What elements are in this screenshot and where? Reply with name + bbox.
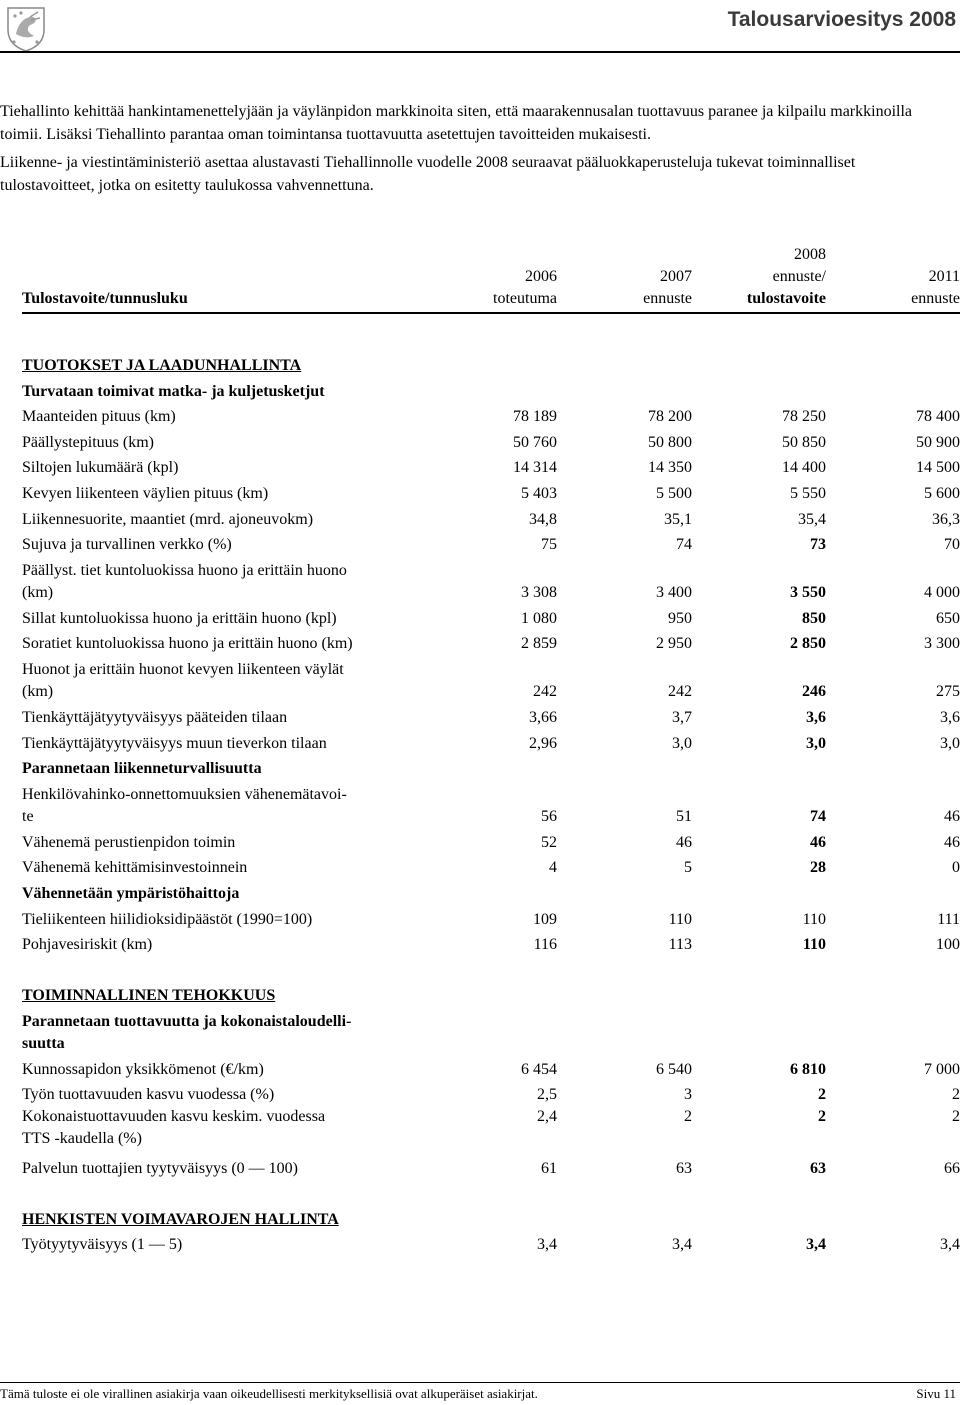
empty-cell xyxy=(557,1180,692,1205)
table-row xyxy=(22,454,960,480)
table-row xyxy=(22,905,960,931)
value-2008-target: 50 850 xyxy=(782,433,826,451)
table-row xyxy=(22,604,960,630)
value-2011: 66 xyxy=(944,1159,960,1177)
header-2008-top: 2008 ennuste/ xyxy=(772,246,826,285)
empty-cell xyxy=(692,956,826,981)
value-2006: 3,66 xyxy=(529,708,557,726)
value-2008-target: 3,6 xyxy=(806,708,826,726)
value-2011: 46 xyxy=(944,833,960,851)
indicator-label: Päällystepituus (km) xyxy=(22,433,154,451)
section-row xyxy=(22,981,960,1007)
value-2011: 5 600 xyxy=(924,484,960,502)
indicator-label: Liikennesuorite, maantiet (mrd. ajoneuvokm) xyxy=(22,510,314,528)
empty-cell xyxy=(826,313,960,351)
value-2006: 3 308 xyxy=(521,584,557,602)
value-2007: 5 500 xyxy=(656,484,692,502)
indicator-label: Tienkäyttäjätyytyväisyys pääteiden tilaan xyxy=(22,708,288,726)
header-2011 xyxy=(826,241,960,313)
indicator-label: Vähenemä perustienpidon toimin xyxy=(22,833,236,851)
value-2007: 63 xyxy=(676,1159,692,1177)
indicator-label: Päällyst. tiet kuntoluokissa huono ja erittäin huono (km) xyxy=(22,562,347,602)
value-2008-target: 2 xyxy=(818,1108,826,1126)
header-2007-text: 2007 ennuste xyxy=(643,268,692,307)
value-2006: 109 xyxy=(533,910,557,928)
value-2006: 52 xyxy=(541,833,557,851)
indicator-label: Sillat kuntoluokissa huono ja erittäin huono (kpl) xyxy=(22,609,337,627)
value-2006: 14 314 xyxy=(513,459,557,477)
value-2006: 2,5 xyxy=(537,1086,557,1104)
value-2006: 2 859 xyxy=(521,635,557,653)
value-2011: 3,0 xyxy=(940,734,960,752)
value-2011: 50 900 xyxy=(916,433,960,451)
value-2011: 100 xyxy=(936,936,960,954)
indicator-label: Maanteiden pituus (km) xyxy=(22,408,176,426)
table-row xyxy=(22,1154,960,1180)
value-2008-target: 73 xyxy=(810,536,826,554)
indicator-label: Työtyytyväisyys (1 — 5) xyxy=(22,1236,183,1254)
indicator-label: Kevyen liikenteen väylien pituus (km) xyxy=(22,484,269,502)
value-2007: 950 xyxy=(668,609,692,627)
value-2006: 75 xyxy=(541,536,557,554)
value-2007: 3 400 xyxy=(656,584,692,602)
empty-cell xyxy=(692,1180,826,1205)
value-2006: 78 189 xyxy=(513,408,557,426)
value-2008-target: 110 xyxy=(802,936,826,954)
value-2007: 51 xyxy=(676,808,692,826)
indicator-label: Kokonaistuottavuuden kasvu keskim. vuodessa TTS -kaudella (%) xyxy=(22,1108,326,1148)
empty-cell xyxy=(22,313,440,351)
value-2007: 2 950 xyxy=(656,635,692,653)
value-2011: 3,6 xyxy=(940,708,960,726)
value-2007: 113 xyxy=(668,936,692,954)
section-title: TOIMINNALLINEN TEHOKKUUS xyxy=(22,987,276,1005)
indicator-label: Työn tuottavuuden kasvu vuodessa (%) xyxy=(22,1086,275,1104)
value-2011: 275 xyxy=(936,683,960,701)
value-2008-target: 14 400 xyxy=(782,459,826,477)
group-row xyxy=(22,879,960,905)
table-row xyxy=(22,630,960,656)
value-2006: 4 xyxy=(549,859,557,877)
value-2007: 242 xyxy=(668,683,692,701)
value-2008-target: 3,0 xyxy=(806,734,826,752)
value-2006: 61 xyxy=(541,1159,557,1177)
value-2011: 2 xyxy=(952,1108,960,1126)
table-row xyxy=(22,1231,960,1257)
value-2006: 116 xyxy=(533,936,557,954)
table-row xyxy=(22,780,960,828)
value-2011: 111 xyxy=(937,910,960,928)
value-2007: 3,0 xyxy=(672,734,692,752)
value-2007: 50 800 xyxy=(648,433,692,451)
header-indicator: Tulostavoite/tunnusluku xyxy=(22,290,188,307)
header-divider xyxy=(0,51,960,53)
value-2007: 3 xyxy=(684,1086,692,1104)
value-2006: 5 403 xyxy=(521,484,557,502)
value-2008-target: 6 810 xyxy=(790,1060,826,1078)
table-row xyxy=(22,531,960,557)
header-2011-text: 2011 ennuste xyxy=(911,268,960,307)
table-header-row xyxy=(22,241,960,313)
section-row xyxy=(22,351,960,377)
value-2011: 46 xyxy=(944,808,960,826)
group-title: Vähennetään ympäristöhaittoja xyxy=(22,884,240,902)
value-2007: 78 200 xyxy=(648,408,692,426)
section-title: TUOTOKSET JA LAADUNHALLINTA xyxy=(22,357,302,374)
value-2008-target: 74 xyxy=(810,808,826,826)
table-row xyxy=(22,479,960,505)
section-row xyxy=(22,1205,960,1231)
value-2006: 34,8 xyxy=(529,510,557,528)
header-2008-bold: tulostavoite xyxy=(746,290,826,307)
table-row xyxy=(22,655,960,703)
value-2007: 14 350 xyxy=(648,459,692,477)
indicator-label: Kunnossapidon yksikkömenot (€/km) xyxy=(22,1060,264,1078)
table-row xyxy=(22,931,960,957)
value-2006: 242 xyxy=(533,683,557,701)
indicator-label: Pohjavesiriskit (km) xyxy=(22,936,153,954)
table-row xyxy=(22,1106,960,1154)
header-2006 xyxy=(440,241,557,313)
empty-cell xyxy=(557,956,692,981)
value-2006: 2,96 xyxy=(529,734,557,752)
empty-cell xyxy=(440,1180,557,1205)
value-2011: 3,4 xyxy=(940,1236,960,1254)
value-2011: 78 400 xyxy=(916,408,960,426)
table-row xyxy=(22,854,960,880)
table-row xyxy=(22,556,960,604)
table-body xyxy=(22,313,960,1256)
indicator-label: Huonot ja erittäin huonot kevyen liikenteen väylät (km) xyxy=(22,661,344,701)
intro-text xyxy=(0,100,950,197)
value-2007: 6 540 xyxy=(656,1060,692,1078)
indicator-label: Tieliikenteen hiilidioksidipäästöt (1990=100) xyxy=(22,910,313,928)
spacer-row xyxy=(22,313,960,351)
section-cell xyxy=(22,1205,960,1231)
value-2007: 5 xyxy=(684,859,692,877)
value-2008-target: 850 xyxy=(802,609,826,627)
value-2008-target: 78 250 xyxy=(782,408,826,426)
value-2006: 6 454 xyxy=(521,1060,557,1078)
intro-paragraph-2: Liikenne- ja viestintäministeriö asettaa alustavasti Tiehallinnolle vuodelle 2008 seuraavat pääluokkaperusteluja tukevat toiminnalliset tulostavoitteet, jotka on esitetty taulukossa vahvennettuna. xyxy=(0,154,856,194)
empty-cell xyxy=(22,956,440,981)
spacer-row xyxy=(22,956,960,981)
empty-cell xyxy=(22,1180,440,1205)
header-2008 xyxy=(692,241,826,313)
empty-cell xyxy=(826,1180,960,1205)
empty-cell xyxy=(440,313,557,351)
document-title: Talousarvioesitys 2008 xyxy=(727,8,956,31)
value-2008-target: 28 xyxy=(810,859,826,877)
table-row xyxy=(22,703,960,729)
indicator-label: Tienkäyttäjätyytyväisyys muun tieverkon tilaan xyxy=(22,734,327,752)
value-2011: 36,3 xyxy=(932,510,960,528)
value-2008-target: 3 550 xyxy=(790,584,826,602)
empty-cell xyxy=(557,313,692,351)
value-2007: 2 xyxy=(684,1108,692,1126)
value-2007: 3,7 xyxy=(672,708,692,726)
value-2008-target: 35,4 xyxy=(798,510,826,528)
value-2008-target: 63 xyxy=(810,1159,826,1177)
header-2007 xyxy=(557,241,692,313)
indicator-label: Soratiet kuntoluokissa huono ja erittäin huono (km) xyxy=(22,635,353,653)
value-2011: 14 500 xyxy=(916,459,960,477)
value-2011: 2 xyxy=(952,1086,960,1104)
table-row xyxy=(22,1081,960,1107)
value-2006: 50 760 xyxy=(513,433,557,451)
value-2011: 4 000 xyxy=(924,584,960,602)
coat-of-arms-logo xyxy=(4,4,48,52)
group-row xyxy=(22,377,960,403)
group-title: Parannetaan liikenneturvallisuutta xyxy=(22,760,262,778)
section-cell xyxy=(22,981,960,1007)
value-2011: 70 xyxy=(944,536,960,554)
page-number: Sivu 11 xyxy=(916,1386,956,1401)
performance-targets-table xyxy=(22,241,960,1256)
value-2011: 650 xyxy=(936,609,960,627)
group-title: Parannetaan tuottavuutta ja kokonaistaloudelli- suutta xyxy=(22,1013,352,1053)
indicator-label: Vähenemä kehittämisinvestoinnein xyxy=(22,859,248,877)
empty-cell xyxy=(692,313,826,351)
group-title: Turvataan toimivat matka- ja kuljetusketjut xyxy=(22,382,325,400)
empty-cell xyxy=(826,956,960,981)
table-row xyxy=(22,403,960,429)
value-2006: 3,4 xyxy=(537,1236,557,1254)
value-2008-target: 246 xyxy=(802,683,826,701)
value-2008-target: 2 xyxy=(818,1086,826,1104)
table-row xyxy=(22,828,960,854)
value-2011: 3 300 xyxy=(924,635,960,653)
table-row xyxy=(22,1055,960,1081)
indicator-label: Siltojen lukumäärä (kpl) xyxy=(22,459,179,477)
footer-divider xyxy=(0,1382,960,1383)
value-2007: 3,4 xyxy=(672,1236,692,1254)
value-2008-target: 110 xyxy=(802,910,826,928)
indicator-label: Henkilövahinko-onnettomuuksien vähenemätavoi- te xyxy=(22,786,347,826)
value-2008-target: 5 550 xyxy=(790,484,826,502)
value-2007: 74 xyxy=(676,536,692,554)
value-2011: 0 xyxy=(952,859,960,877)
section-cell xyxy=(22,351,960,377)
group-row xyxy=(22,1007,960,1055)
indicator-label: Palvelun tuottajien tyytyväisyys (0 — 100) xyxy=(22,1159,298,1177)
value-2008-target: 46 xyxy=(810,833,826,851)
group-row xyxy=(22,755,960,781)
value-2006: 2,4 xyxy=(537,1108,557,1126)
value-2008-target: 2 850 xyxy=(790,635,826,653)
value-2007: 46 xyxy=(676,833,692,851)
value-2006: 56 xyxy=(541,808,557,826)
empty-cell xyxy=(440,956,557,981)
value-2007: 110 xyxy=(668,910,692,928)
table-row xyxy=(22,729,960,755)
table-row xyxy=(22,428,960,454)
value-2008-target: 3,4 xyxy=(806,1236,826,1254)
spacer-row xyxy=(22,1180,960,1205)
footer-disclaimer: Tämä tuloste ei ole virallinen asiakirja vaan oikeudellisesti merkityksellisiä ovat alkuperäiset asiakirjat. xyxy=(0,1386,538,1401)
value-2007: 35,1 xyxy=(664,510,692,528)
header-2006-text: 2006 toteutuma xyxy=(493,268,557,307)
table-row xyxy=(22,505,960,531)
value-2011: 7 000 xyxy=(924,1060,960,1078)
intro-paragraph-1: Tiehallinto kehittää hankintamenettelyjään ja väylänpidon markkinoita siten, että maarakennusalan tuottavuus paranee ja kilpailu markkinoilla toimii. Lisäksi Tiehallinto parantaa oman toimintansa tuottavuutta asetettujen tavoitteiden mukaisesti. xyxy=(0,103,913,143)
indicator-label: Sujuva ja turvallinen verkko (%) xyxy=(22,536,232,554)
section-title: HENKISTEN VOIMAVAROJEN HALLINTA xyxy=(22,1210,339,1228)
value-2006: 1 080 xyxy=(521,609,557,627)
